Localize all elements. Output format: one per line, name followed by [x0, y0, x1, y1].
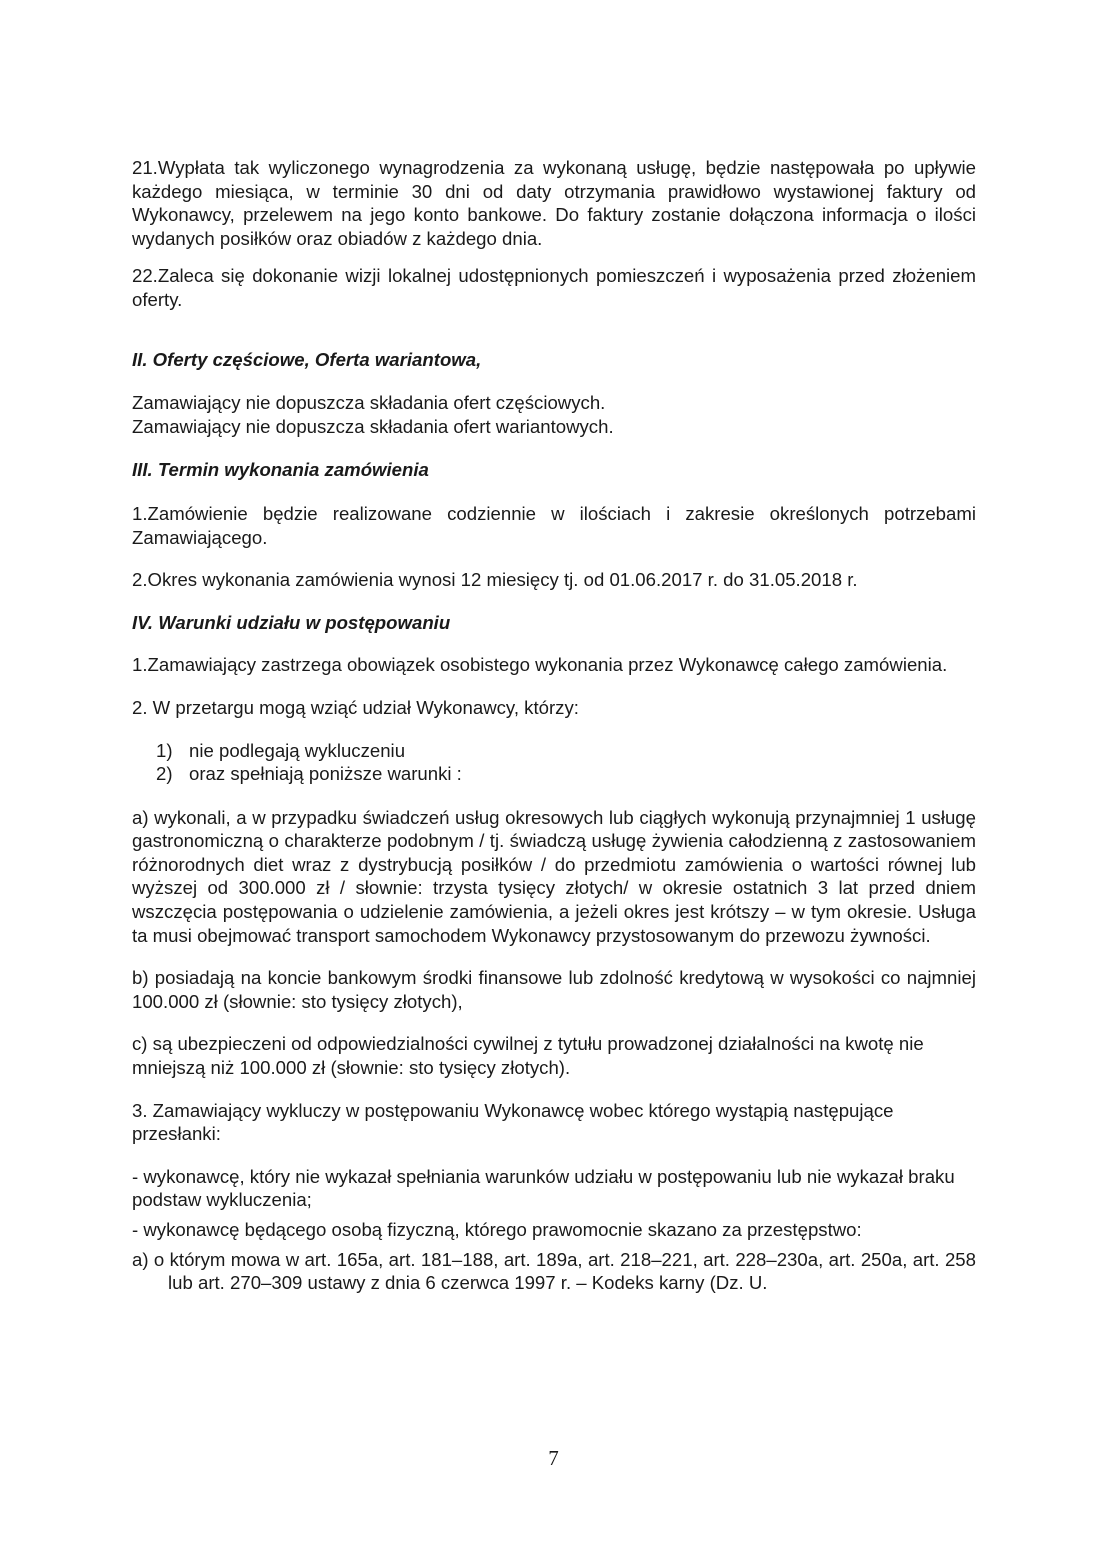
section3-paragraph-1: 1.Zamówienie będzie realizowane codziennie w ilościach i zakresie określonych potrzebami Zamawiającego.: [132, 502, 976, 548]
condition-a: a) wykonali, a w przypadku świadczeń usług okresowych lub ciągłych wykonują przynajmniej 1 usługę gastronomiczną o charakterze podobnym / tj. świadczą usługę żywienia całodzienną z zastosowaniem różnorodnych diet wraz z dystrybucją posiłków / do przedmiotu zamówienia o wartości równej lub wyższej od 300.000 zł / słownie: trzysta tysięcy złotych/ w okresie ostatnich 3 lat przed dniem wszczęcia postępowania o udzielenie zamówienia, a jeżeli okres jest krótszy – w tym okresie. Usługa ta musi obejmować transport samochodem Wykonawcy przystosowanym do przewozu żywności.: [132, 806, 976, 946]
paragraph-21: 21.Wypłata tak wyliczonego wynagrodzenia za wykonaną usługę, będzie następowała po upływie każdego miesiąca, w terminie 30 dni od daty otrzymania prawidłowo wystawionej faktury od Wykonawcy, przelewem na jego konto bankowe. Do faktury zostanie dołączona informacja o ilości wydanych posiłków oraz obiadów z każdego dnia.: [132, 157, 976, 249]
list-item-text: oraz spełniają poniższe warunki :: [189, 763, 462, 785]
section4-paragraph-3: 3. Zamawiający wykluczy w postępowaniu Wykonawcę wobec którego wystąpią następujące przesłanki:: [132, 1099, 894, 1145]
section-heading-2: II. Oferty częściowe, Oferta wariantowa,: [132, 348, 482, 370]
paragraph-22: 22.Zaleca się dokonanie wizji lokalnej udostępnionych pomieszczeń i wyposażenia przed złożeniem oferty.: [132, 265, 976, 310]
exclusion-item-1: - wykonawcę, który nie wykazał spełniania warunków udziału w postępowaniu lub nie wykazał braku podstaw wykluczenia;: [132, 1165, 955, 1211]
page-content: [132, 156, 976, 1295]
list-item-text: nie podlegają wykluczeniu: [189, 739, 406, 761]
condition-c: c) są ubezpieczeni od odpowiedzialności cywilnej z tytułu prowadzonej działalności na kwotę nie mniejszą niż 100.000 zł (słownie: sto tysięcy złotych).: [132, 1033, 924, 1079]
conditions-list: [132, 739, 976, 786]
section4-paragraph-2: 2. W przetargu mogą wziąć udział Wykonawcy, którzy:: [132, 696, 579, 718]
section3-paragraph-2: 2.Okres wykonania zamówienia wynosi 12 miesięcy tj. od 01.06.2017 r. do 31.05.2018 r.: [132, 569, 858, 591]
page-number: 7: [548, 1446, 559, 1470]
section2-line-2: Zamawiający nie dopuszcza składania ofert wariantowych.: [132, 415, 614, 437]
exclusion-item-2a: a) o którym mowa w art. 165a, art. 181–188, art. 189a, art. 218–221, art. 228–230a, art. 250a, art. 258 lub art. 270–309 ustawy z dnia 6 czerwca 1997 r. – Kodeks karny (Dz. U.: [132, 1248, 976, 1294]
list-item-number: 2): [156, 763, 173, 785]
section-heading-3: III. Termin wykonania zamówienia: [132, 459, 429, 481]
section-heading-4: IV. Warunki udziału w postępowaniu: [132, 611, 451, 633]
section2-line-1: Zamawiający nie dopuszcza składania ofert częściowych.: [132, 392, 606, 414]
list-item-number: 1): [156, 739, 173, 761]
condition-b: b) posiadają na koncie bankowym środki finansowe lub zdolność kredytową w wysokości co najmniej 100.000 zł (słownie: sto tysięcy złotych),: [132, 967, 976, 1012]
exclusion-item-2: - wykonawcę będącego osobą fizyczną, którego prawomocnie skazano za przestępstwo:: [132, 1219, 862, 1240]
section4-paragraph-1: 1.Zamawiający zastrzega obowiązek osobistego wykonania przez Wykonawcę całego zamówienia.: [132, 654, 948, 676]
list-item: [132, 762, 976, 786]
list-item: [132, 739, 976, 763]
